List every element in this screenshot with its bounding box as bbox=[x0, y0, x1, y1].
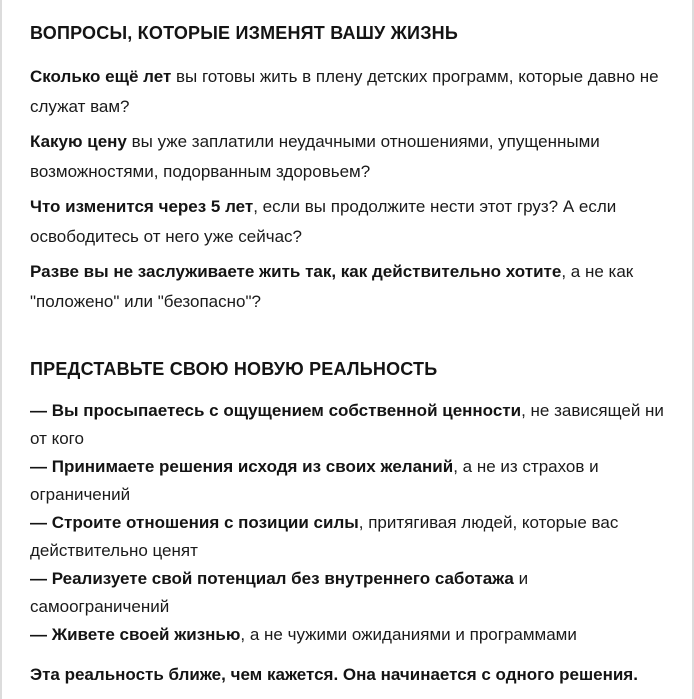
list-item-lead-bold: — Живете своей жизнью bbox=[30, 625, 241, 644]
question-text: , если вы продолжите нести этот груз? А если освободитесь от него уже сейчас? bbox=[30, 197, 617, 246]
question-paragraph bbox=[30, 192, 666, 252]
list-item-lead-bold: — Вы просыпаетесь с ощущением собственной ценности bbox=[30, 401, 522, 420]
list-item-text: , притягивая людей, которые вас действительно ценят bbox=[30, 513, 619, 560]
list-item-lead-bold: — Принимаете решения исходя из своих желаний bbox=[30, 457, 454, 476]
list-item-text: и самоограничений bbox=[30, 569, 529, 616]
list-item-text: , не зависящей ни от кого bbox=[30, 401, 664, 448]
section-questions bbox=[30, 20, 666, 317]
reality-list bbox=[30, 397, 666, 649]
question-text: , а не как "положено" или "безопасно"? bbox=[30, 262, 634, 311]
section-reality bbox=[30, 356, 666, 690]
question-lead-bold: Что изменится через 5 лет bbox=[30, 197, 254, 216]
list-item bbox=[30, 621, 666, 649]
question-text: вы готовы жить в плену детских программ, которые давно не служат вам? bbox=[30, 67, 659, 116]
question-paragraph bbox=[30, 127, 666, 187]
question-lead-bold: Разве вы не заслуживаете жить так, как действительно хотите bbox=[30, 262, 562, 281]
list-item-lead-bold: — Реализуете свой потенциал без внутреннего саботажа bbox=[30, 569, 514, 588]
list-item-lead-bold: — Строите отношения с позиции силы bbox=[30, 513, 359, 532]
list-item-text: , а не из страхов и ограничений bbox=[30, 457, 599, 504]
list-item bbox=[30, 397, 666, 453]
question-paragraph bbox=[30, 257, 666, 317]
reality-heading: ПРЕДСТАВЬТЕ СВОЮ НОВУЮ РЕАЛЬНОСТЬ bbox=[30, 359, 438, 379]
list-item bbox=[30, 453, 666, 509]
question-text: вы уже заплатили неудачными отношениями, упущенными возможностями, подорванным здоровьем? bbox=[30, 132, 600, 181]
list-item-text: , а не чужими ожиданиями и программами bbox=[240, 625, 577, 644]
question-lead-bold: Сколько ещё лет bbox=[30, 67, 172, 86]
question-paragraph bbox=[30, 62, 666, 122]
closing-statement: Эта реальность ближе, чем кажется. Она начинается с одного решения. bbox=[30, 665, 638, 684]
list-item bbox=[30, 509, 666, 565]
question-lead-bold: Какую цену bbox=[30, 132, 127, 151]
list-item bbox=[30, 565, 666, 621]
questions-heading: ВОПРОСЫ, КОТОРЫЕ ИЗМЕНЯТ ВАШУ ЖИЗНЬ bbox=[30, 23, 459, 43]
